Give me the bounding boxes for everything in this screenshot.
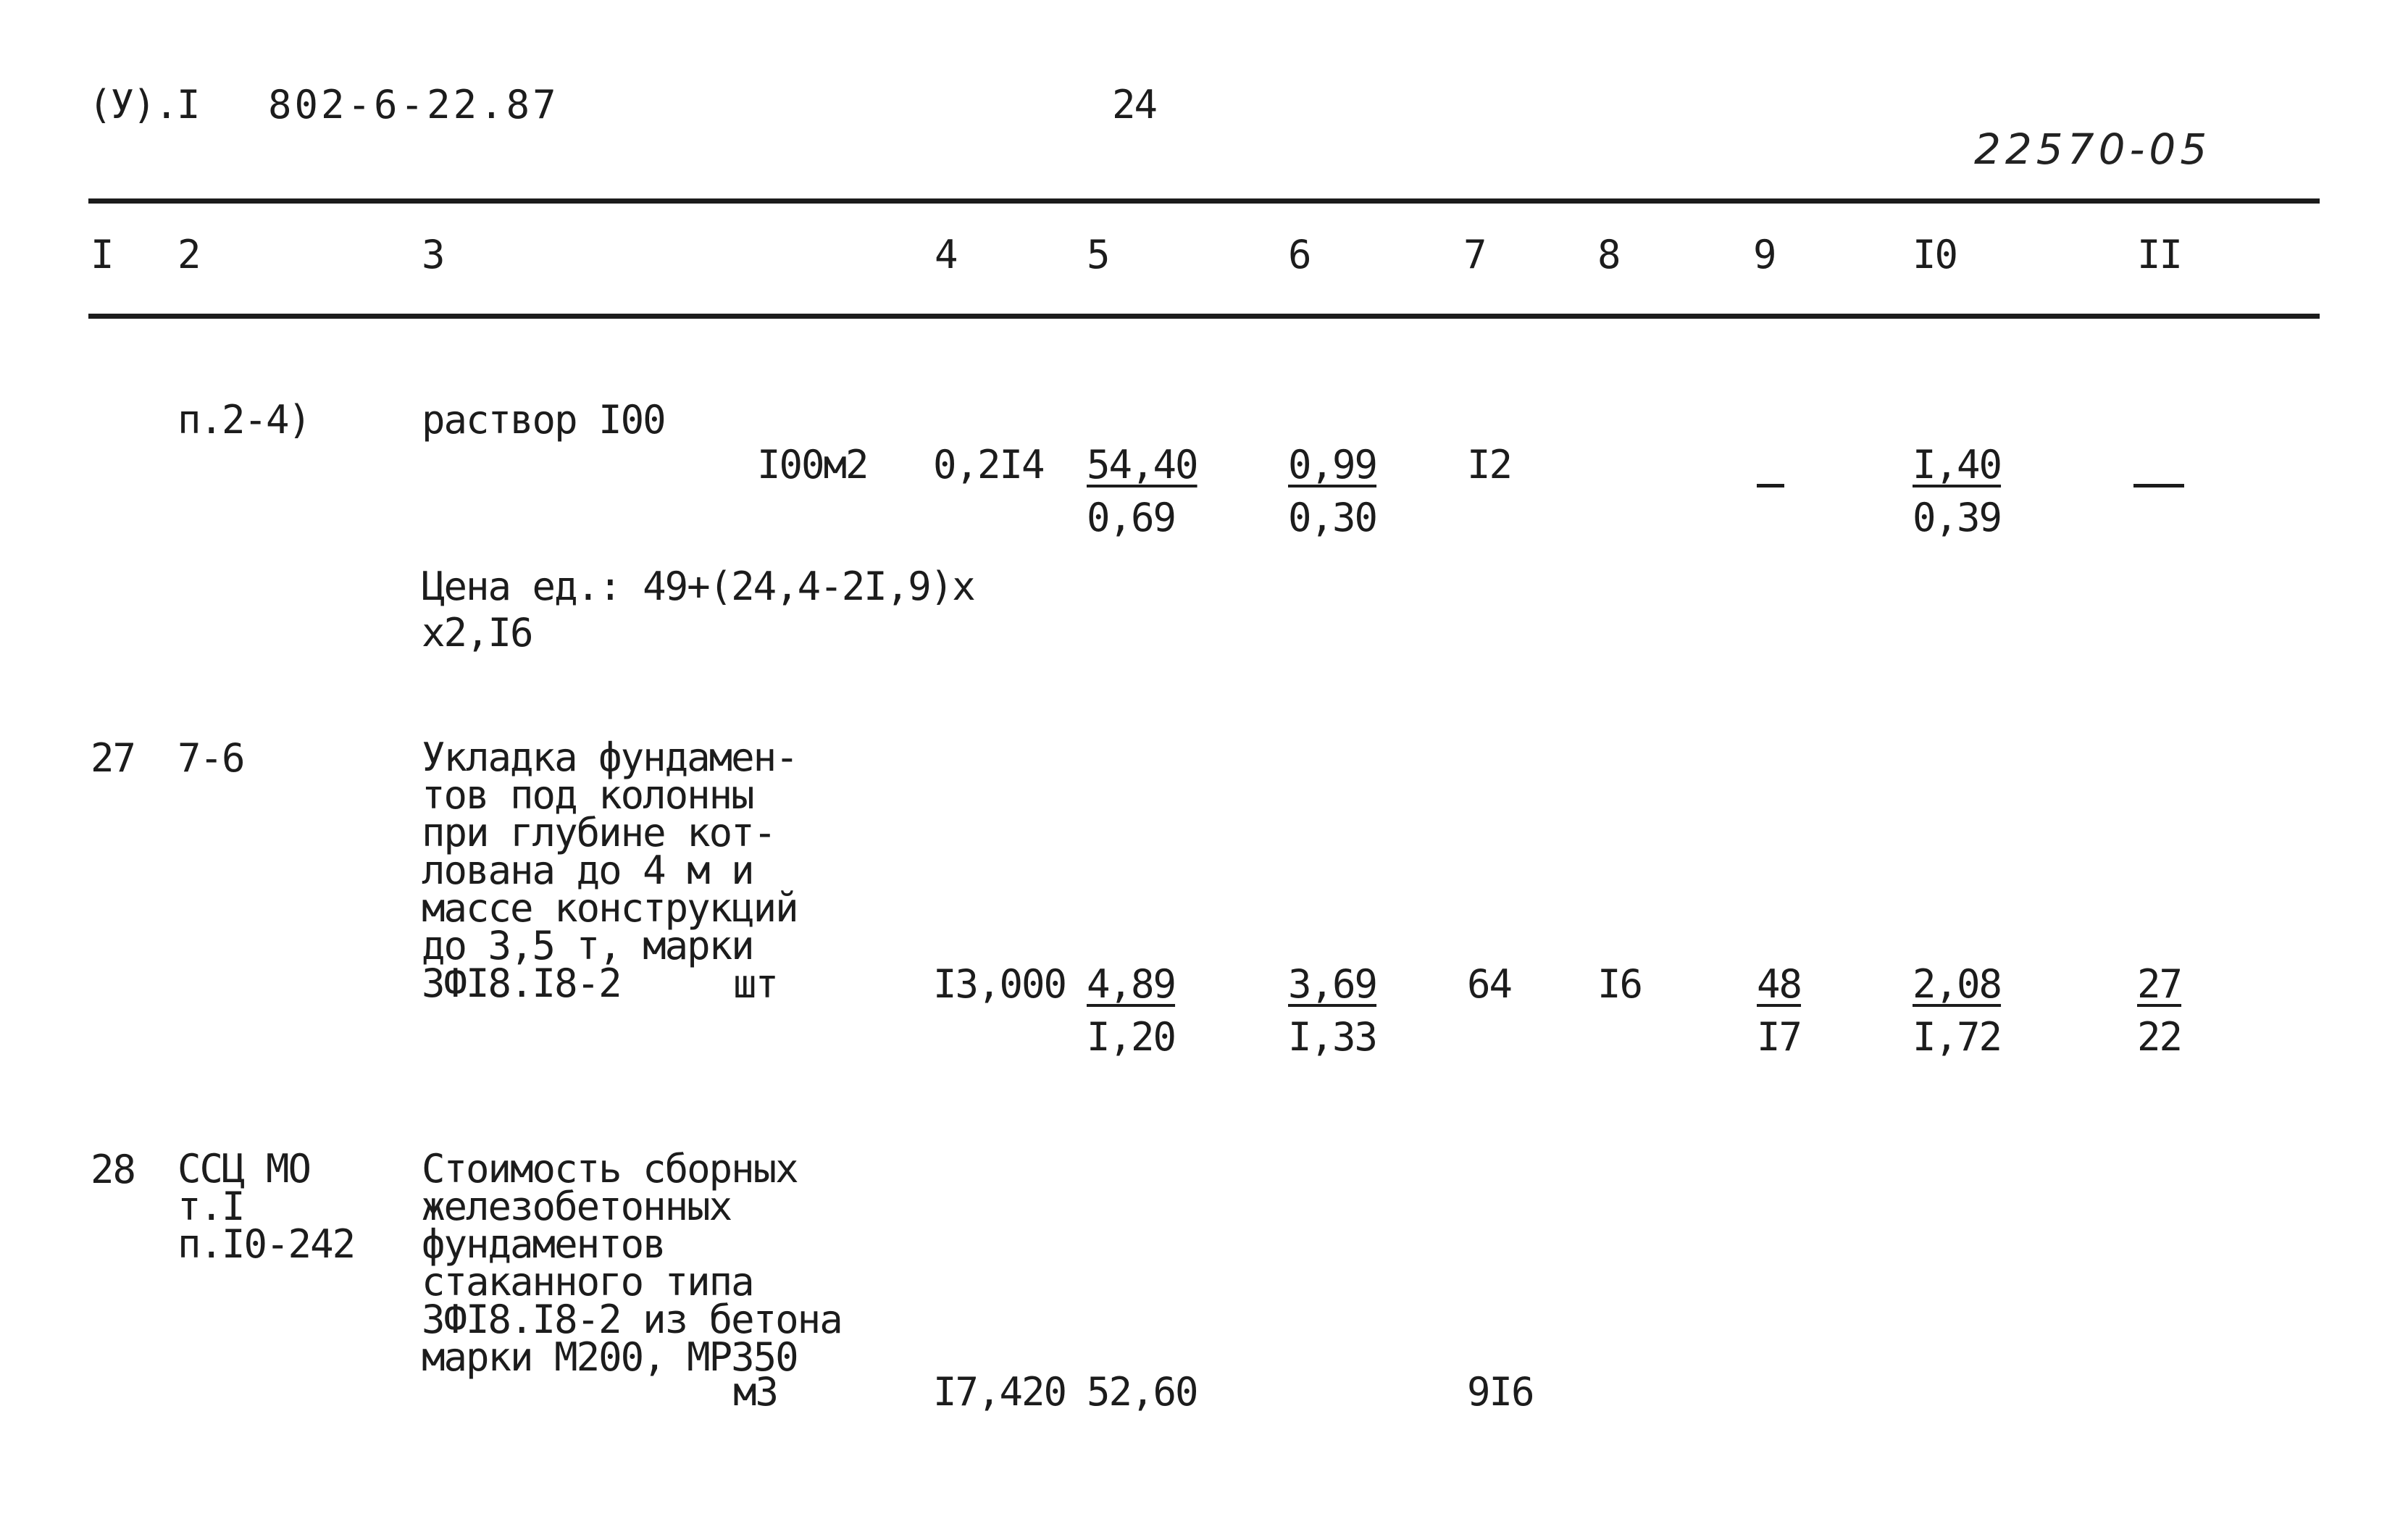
archive-number: 22570-05 xyxy=(1974,125,2212,174)
row-28-unit: м3 xyxy=(733,1369,778,1415)
row-28-description-4: стаканного типа xyxy=(422,1259,753,1305)
page-number: 24 xyxy=(1112,82,1157,127)
column-header-4: 4 xyxy=(935,232,957,277)
column-header-7: 7 xyxy=(1463,232,1486,277)
row-27-quantity: I3,000 xyxy=(933,961,1066,1007)
column-header-6: 6 xyxy=(1288,232,1311,277)
row-27-col10-top: 2,08 xyxy=(1913,961,2002,1007)
column-header-9: 9 xyxy=(1753,232,1776,277)
row-a-code: п.2-4) xyxy=(177,397,311,443)
row-28-col5: 52,60 xyxy=(1087,1369,1198,1415)
row-a-col11-dash xyxy=(2133,456,2156,495)
row-27-description-5: массе конструкций xyxy=(422,885,798,931)
row-a-col10-bottom: 0,39 xyxy=(1913,495,2002,540)
row-a-col6-top: 0,99 xyxy=(1288,442,1377,487)
row-27-col5-bottom: I,20 xyxy=(1087,1014,1176,1060)
row-a-unit: I00м2 xyxy=(757,442,868,487)
row-a-description: раствор I00 xyxy=(422,397,665,443)
document-code: 802-6-22.87 xyxy=(268,82,559,127)
row-27-number: 27 xyxy=(91,735,135,781)
row-a-col7: I2 xyxy=(1467,442,1512,487)
row-28-number: 28 xyxy=(91,1147,135,1192)
table-top-rule xyxy=(88,198,2320,204)
row-a-col6-bottom: 0,30 xyxy=(1288,495,1377,540)
row-27-description-4: лована до 4 м и xyxy=(422,848,753,893)
row-a-col9-dash-mark xyxy=(1757,484,1784,487)
table-header-rule xyxy=(88,314,2320,319)
row-28-code-1: ССЦ МО xyxy=(177,1146,311,1192)
column-header-5: 5 xyxy=(1087,232,1109,277)
column-header-3: 3 xyxy=(422,232,444,277)
row-27-description-6: до 3,5 т, марки xyxy=(422,923,753,968)
row-27-col6-bottom: I,33 xyxy=(1288,1014,1377,1060)
row-27-col7: 64 xyxy=(1467,961,1512,1007)
row-28-quantity: I7,420 xyxy=(933,1369,1066,1415)
row-a-col5-bottom: 0,69 xyxy=(1087,495,1176,540)
row-27-col11-bottom: 22 xyxy=(2137,1014,2182,1060)
row-a-price-note-1: Цена ед.: 49+(24,4-2I,9)х xyxy=(422,564,974,609)
column-header-11: II xyxy=(2137,232,2182,277)
row-a-price-note-2: х2,I6 xyxy=(422,610,532,656)
row-27-col8: I6 xyxy=(1597,961,1642,1007)
row-28-description-1: Стоимость сборных xyxy=(422,1146,798,1192)
row-a-quantity: 0,2I4 xyxy=(933,442,1044,487)
row-a-col5-top: 54,40 xyxy=(1087,442,1198,487)
column-header-8: 8 xyxy=(1597,232,1620,277)
row-27-col9-top: 48 xyxy=(1757,961,1802,1007)
series-prefix: (У).I xyxy=(88,82,199,127)
row-28-code-3: п.I0-242 xyxy=(177,1221,355,1267)
row-27-col11-top: 27 xyxy=(2137,961,2182,1007)
column-header-2: 2 xyxy=(177,232,200,277)
column-header-1: I xyxy=(91,232,113,277)
row-27-description-2: тов под колонны xyxy=(422,772,753,818)
row-27-col5-top: 4,89 xyxy=(1087,961,1176,1007)
row-a-col11-dash-mark xyxy=(2133,484,2184,487)
row-27-col9-bottom: I7 xyxy=(1757,1014,1802,1060)
row-28-description-6: марки М200, МР350 xyxy=(422,1334,798,1380)
row-28-description-2: железобетонных xyxy=(422,1184,732,1229)
row-27-code: 7-6 xyxy=(177,735,244,781)
row-28-description-5: 3ФI8.I8-2 из бетона xyxy=(422,1297,842,1342)
row-28-code-2: т.I xyxy=(177,1184,244,1229)
row-27-col6-top: 3,69 xyxy=(1288,961,1377,1007)
row-27-description-7: 3ФI8.I8-2 xyxy=(422,961,621,1006)
row-a-col10-top: I,40 xyxy=(1913,442,2002,487)
row-27-description-1: Укладка фундамен- xyxy=(422,735,798,780)
row-27-unit: шт xyxy=(733,961,778,1007)
row-27-col10-bottom: I,72 xyxy=(1913,1014,2002,1060)
row-a-col9-dash xyxy=(1757,456,1779,495)
row-28-description-3: фундаментов xyxy=(422,1221,665,1267)
row-28-col7: 9I6 xyxy=(1467,1369,1534,1415)
column-header-10: I0 xyxy=(1913,232,1957,277)
row-27-description-3: при глубине кот- xyxy=(422,810,776,855)
